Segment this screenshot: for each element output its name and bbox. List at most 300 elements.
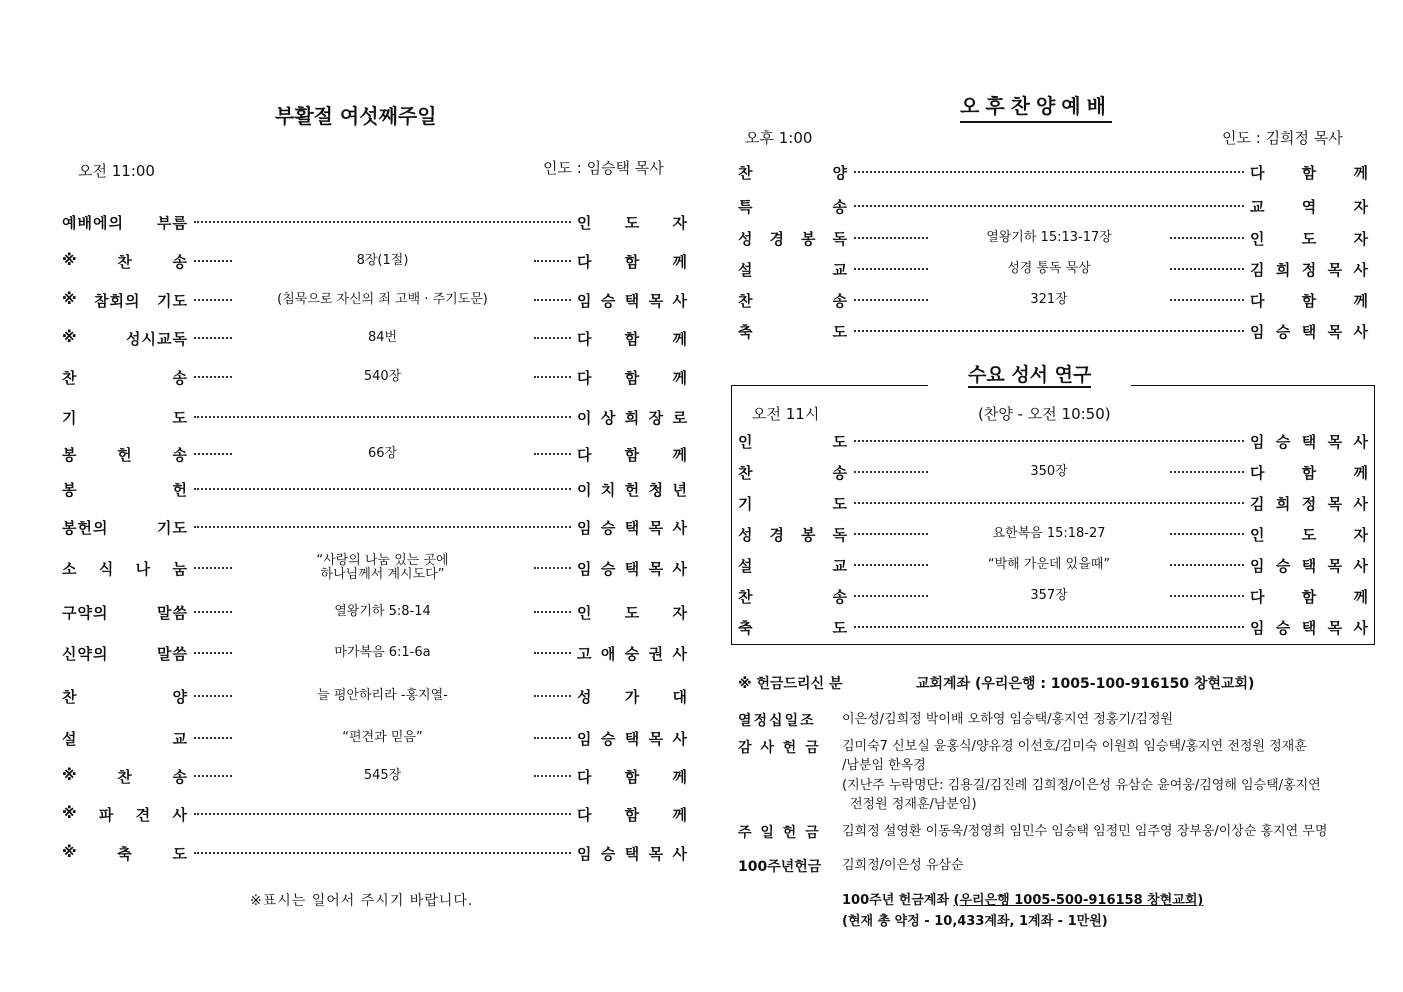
centennial-account-prefix: 100주년 헌금계좌 — [842, 893, 950, 908]
order-label — [738, 259, 848, 280]
label-char: 사 — [672, 518, 687, 537]
label-char: 목 — [1327, 618, 1343, 637]
dot-leader — [194, 416, 571, 418]
label-part: 다 — [1250, 291, 1265, 310]
order-leader — [577, 444, 687, 465]
label-part: 께 — [1353, 587, 1368, 606]
order-label — [738, 462, 848, 483]
label-part: 찬 — [117, 252, 133, 271]
label-part: 다 — [577, 368, 592, 387]
label-char: 임 — [577, 518, 592, 537]
order-detail: 540장 — [363, 369, 402, 384]
label-char: 택 — [624, 291, 640, 310]
label-part: 찬 — [62, 687, 78, 706]
label-part: 도 — [1301, 229, 1317, 248]
thanks-missed-names: (지난주 누락명단: 김용길/김진례 김희정/이은성 유삼순 윤여웅/김영해 임승택/홍지연 — [842, 778, 1321, 793]
label-part: 헌 — [172, 480, 188, 499]
label-part: 대 — [672, 687, 687, 706]
order-row — [62, 761, 687, 791]
order-leader — [1250, 493, 1368, 514]
order-leader — [1250, 617, 1368, 638]
label-part: 송 — [172, 368, 188, 387]
label-part: 축 — [117, 844, 133, 863]
morning-service-time: 오전 11:00 — [78, 162, 155, 180]
label-part: 자 — [672, 603, 687, 622]
label-char: 택 — [1301, 322, 1317, 341]
label-part: 께 — [672, 329, 687, 348]
centennial-total: (현재 총 약정 - 10,433계좌, 1계좌 - 1만원) — [842, 914, 1108, 929]
label-char: 사 — [1353, 494, 1368, 513]
order-label — [738, 290, 848, 311]
label-char: 승 — [600, 559, 616, 578]
label-char: 목 — [648, 518, 664, 537]
dot-leader — [534, 695, 572, 697]
dot-leader — [534, 567, 572, 569]
label-part: 소 — [62, 559, 78, 578]
order-label — [738, 431, 848, 452]
order-label — [62, 517, 188, 538]
dot-leader — [854, 471, 928, 473]
label-part: 송 — [172, 252, 188, 271]
dot-leader — [194, 221, 571, 223]
order-label — [62, 766, 188, 787]
order-detail: 요한복음 15:18-27 — [992, 526, 1106, 541]
order-row — [738, 550, 1368, 580]
label-part: 께 — [1353, 291, 1368, 310]
afternoon-service-title: 오후찬양예배 — [960, 90, 1112, 123]
order-leader — [577, 766, 687, 787]
morning-service-title: 부활절 여섯째주일 — [275, 104, 437, 128]
order-detail: 321장 — [1030, 292, 1068, 307]
label-part: 예배에의 — [62, 213, 124, 232]
label-part: 도 — [832, 322, 848, 341]
label-part: 축 — [738, 322, 754, 341]
label-part: 설 — [738, 260, 754, 279]
label-part: 인 — [1250, 229, 1265, 248]
label-part: 헌 — [117, 445, 133, 464]
thanks-label: 감 사 헌 금 — [738, 740, 821, 756]
label-part: 자 — [1353, 525, 1368, 544]
order-label — [738, 555, 848, 576]
dot-leader — [854, 205, 1244, 207]
dot-leader — [194, 567, 232, 569]
order-row — [738, 223, 1368, 253]
order-row — [62, 512, 687, 542]
sunday-offering-label: 주 일 헌 금 — [738, 825, 821, 841]
order-detail: (침묵으로 자신의 죄 고백 · 주기도문) — [277, 292, 488, 307]
order-leader — [1250, 321, 1368, 342]
order-leader — [577, 686, 687, 707]
label-char: 사 — [1353, 322, 1368, 341]
label-part: 도 — [832, 432, 848, 451]
order-label — [62, 728, 188, 749]
label-part: 축 — [738, 618, 754, 637]
order-detail: “박해 가운데 있을때” — [987, 557, 1111, 572]
dot-leader — [534, 260, 572, 262]
label-char: 목 — [1327, 432, 1343, 451]
label-part: 양 — [832, 163, 848, 182]
thanks-missed-names-2: 전정원 정재훈/남분임) — [850, 797, 977, 812]
label-part: 특 — [738, 197, 754, 216]
label-part: 도 — [1301, 525, 1317, 544]
label-part: 께 — [672, 805, 687, 824]
tithe-names: 이은성/김희정 박이배 오하영 임승택/홍지연 정홍기/김정원 — [842, 712, 1174, 727]
label-part: 송 — [172, 767, 188, 786]
dot-leader — [534, 611, 572, 613]
dot-leader — [854, 440, 1244, 442]
label-part: 함 — [624, 329, 640, 348]
dot-leader — [854, 330, 1244, 332]
label-part: 께 — [672, 368, 687, 387]
label-char: 로 — [672, 408, 687, 427]
label-part: 다 — [577, 445, 592, 464]
label-char: 사 — [672, 729, 687, 748]
order-label — [62, 328, 188, 349]
order-leader — [577, 728, 687, 749]
order-row — [738, 581, 1368, 611]
order-label — [738, 617, 848, 638]
label-part: 봉 — [801, 525, 817, 544]
dot-leader — [194, 852, 571, 854]
label-part: 도 — [624, 603, 640, 622]
dot-leader — [194, 737, 232, 739]
order-leader — [577, 290, 687, 311]
label-part: 참회의 — [94, 291, 141, 310]
label-part: 찬 — [738, 291, 754, 310]
order-leader — [577, 328, 687, 349]
label-char: 승 — [600, 844, 616, 863]
dot-leader — [194, 337, 232, 339]
label-char: 임 — [577, 844, 592, 863]
thanks-names-2: /남분임 한옥경 — [842, 758, 926, 773]
label-char: 사 — [1353, 556, 1368, 575]
offering-header: ※ 헌금드리신 분 — [738, 676, 843, 692]
label-part: 교 — [1250, 197, 1265, 216]
label-char: 목 — [648, 729, 664, 748]
order-detail: 66장 — [367, 446, 398, 461]
label-part: 찬 — [738, 587, 754, 606]
label-char: 임 — [1250, 432, 1265, 451]
label-char: 애 — [600, 644, 616, 663]
label-char: 청 — [648, 480, 664, 499]
centennial-account: (우리은행 1005-500-916158 창현교회) — [953, 893, 1204, 908]
label-part: 기도 — [157, 291, 188, 310]
order-label — [738, 228, 848, 249]
standing-footnote: ※표시는 일어서 주시기 바랍니다. — [250, 893, 474, 909]
order-leader — [1250, 462, 1368, 483]
label-part: 나 — [135, 559, 152, 578]
label-part: 성 — [738, 525, 754, 544]
label-char: 임 — [1250, 618, 1265, 637]
label-part: 성 — [738, 229, 754, 248]
label-char: 숭 — [624, 644, 640, 663]
order-row — [738, 157, 1368, 187]
label-part: 부름 — [157, 213, 188, 232]
label-part: 께 — [672, 252, 687, 271]
label-part: 봉 — [801, 229, 817, 248]
label-part: 께 — [1353, 463, 1368, 482]
order-label — [62, 479, 188, 500]
label-part: 께 — [1353, 163, 1368, 182]
label-char: 희 — [1275, 260, 1291, 279]
label-part: 봉 — [62, 480, 78, 499]
order-row — [62, 799, 687, 829]
wednesday-study-title — [928, 360, 1131, 387]
label-char: 목 — [648, 291, 664, 310]
sunday-offering-names: 김희정 설영환 이동욱/정영희 임민수 임승택 임정민 임주영 장부웅/이상순 홍지연 무명 — [842, 824, 1328, 839]
dot-leader — [854, 299, 928, 301]
label-char: 목 — [648, 844, 664, 863]
label-char: 이 — [577, 480, 592, 499]
label-char: 장 — [648, 408, 664, 427]
label-char: 임 — [1250, 556, 1265, 575]
tithe-label: 열정십일조 — [738, 713, 816, 729]
label-part: 도 — [172, 844, 188, 863]
order-leader — [577, 843, 687, 864]
order-row — [62, 474, 687, 504]
order-detail: 열왕기하 5:8-14 — [334, 604, 431, 619]
label-part: 교 — [832, 260, 848, 279]
label-part: 봉헌의 — [62, 518, 109, 537]
label-part: 설 — [62, 729, 78, 748]
dot-leader — [534, 453, 572, 455]
label-part: 도 — [172, 408, 188, 427]
label-part: 함 — [624, 252, 640, 271]
afternoon-service-time: 오후 1:00 — [745, 129, 813, 147]
label-char: 목 — [1327, 494, 1343, 513]
label-part: 함 — [1301, 587, 1317, 606]
dot-leader — [534, 299, 572, 301]
order-label — [62, 212, 188, 233]
label-part: 성 — [577, 687, 592, 706]
order-detail: 열왕기하 15:13-17장 — [986, 230, 1112, 245]
label-part: 견 — [135, 805, 152, 824]
label-char: 승 — [600, 291, 616, 310]
label-char: 목 — [1327, 322, 1343, 341]
label-part: 기도 — [157, 518, 188, 537]
label-part: 식 — [98, 559, 115, 578]
order-detail: “편견과 믿음” — [342, 730, 423, 745]
order-label — [62, 558, 188, 579]
label-part: 함 — [1301, 291, 1317, 310]
order-row — [738, 488, 1368, 518]
label-char: 사 — [672, 844, 687, 863]
label-part: 송 — [832, 291, 848, 310]
order-detail: 늘 평안하리라 -홍지열- — [317, 688, 448, 703]
label-part: 찬 — [62, 368, 78, 387]
order-label — [738, 586, 848, 607]
order-detail: 357장 — [1030, 588, 1068, 603]
dot-leader — [1170, 533, 1244, 535]
label-part: 함 — [1301, 163, 1317, 182]
dot-leader — [534, 652, 572, 654]
dot-leader — [854, 533, 928, 535]
wednesday-study-title-text: 수요 성서 연구 — [968, 364, 1092, 386]
dot-leader — [854, 564, 928, 566]
label-part: ※ — [62, 289, 78, 308]
label-part: 송 — [172, 445, 188, 464]
dot-leader — [1170, 564, 1244, 566]
order-leader — [1250, 196, 1368, 217]
label-char: 사 — [1353, 432, 1368, 451]
dot-leader — [194, 775, 232, 777]
dot-leader — [194, 488, 571, 490]
label-char: 사 — [672, 644, 687, 663]
label-part: 인 — [738, 432, 754, 451]
label-part: 신약의 — [62, 644, 109, 663]
morning-service-leader: 인도 : 임승택 목사 — [543, 159, 664, 177]
label-char: 택 — [624, 844, 640, 863]
order-leader — [1250, 524, 1368, 545]
order-detail: 8장(1절) — [356, 253, 409, 268]
label-part: ※ — [62, 250, 78, 269]
order-row — [62, 838, 687, 868]
order-leader — [1250, 290, 1368, 311]
order-row — [62, 323, 687, 353]
label-part: 다 — [577, 767, 592, 786]
dot-leader — [1170, 237, 1244, 239]
dot-leader — [854, 171, 1244, 173]
dot-leader — [194, 376, 232, 378]
order-row — [738, 426, 1368, 456]
label-part: 봉 — [62, 445, 78, 464]
label-char: 목 — [648, 559, 664, 578]
order-leader — [577, 407, 687, 428]
dot-leader — [194, 695, 232, 697]
label-part: 사 — [172, 805, 188, 824]
label-char: 상 — [600, 408, 616, 427]
order-label — [738, 493, 848, 514]
order-label — [62, 444, 188, 465]
order-detail: 성경 통독 묵상 — [1007, 261, 1091, 276]
order-row — [62, 402, 687, 432]
centennial-label: 100주년헌금 — [738, 859, 822, 875]
label-char: 사 — [672, 559, 687, 578]
label-part: 다 — [1250, 587, 1265, 606]
order-leader — [1250, 555, 1368, 576]
label-part: 송 — [832, 463, 848, 482]
order-row — [62, 723, 687, 753]
dot-leader — [194, 260, 232, 262]
label-part: 독 — [832, 525, 848, 544]
label-part: 함 — [624, 767, 640, 786]
label-part: 눔 — [172, 559, 188, 578]
label-part: ※ — [62, 327, 78, 346]
order-row — [62, 207, 687, 237]
label-part: 찬 — [738, 163, 754, 182]
label-char: 사 — [1353, 618, 1368, 637]
dot-leader — [194, 299, 232, 301]
label-char: 승 — [600, 518, 616, 537]
label-part: 함 — [624, 368, 640, 387]
label-part: 가 — [624, 687, 640, 706]
label-part: 말씀 — [157, 603, 188, 622]
dot-leader — [194, 652, 232, 654]
order-label — [62, 843, 188, 864]
dot-leader — [194, 611, 232, 613]
label-char: 목 — [1327, 260, 1343, 279]
dot-leader — [854, 595, 928, 597]
label-char: 고 — [577, 644, 592, 663]
order-row — [62, 681, 687, 711]
order-row — [738, 191, 1368, 221]
label-part: 자 — [1353, 197, 1368, 216]
dot-leader — [534, 775, 572, 777]
order-row — [738, 612, 1368, 642]
order-leader — [577, 212, 687, 233]
dot-leader — [194, 813, 571, 815]
church-account: 교회계좌 (우리은행 : 1005-100-916150 창현교회) — [916, 676, 1255, 692]
label-part: 경 — [769, 229, 785, 248]
dot-leader — [1170, 595, 1244, 597]
wednesday-praise-time: (찬양 - 오전 10:50) — [978, 405, 1111, 423]
order-label — [738, 524, 848, 545]
order-row — [62, 553, 687, 583]
label-part: ※ — [62, 765, 78, 784]
dot-leader — [854, 626, 1244, 628]
order-row — [62, 246, 687, 276]
order-leader — [577, 251, 687, 272]
label-part: 다 — [1250, 163, 1265, 182]
order-row — [738, 519, 1368, 549]
label-char: 권 — [648, 644, 664, 663]
afternoon-service-leader: 인도 : 김희정 목사 — [1222, 129, 1343, 147]
centennial-names: 김희정/이은성 유삼순 — [842, 858, 964, 873]
order-detail: “사랑의 나눔 있는 곳에 하나님께서 계시도다” — [316, 553, 449, 582]
label-char: 임 — [577, 729, 592, 748]
thanks-names: 김미숙7 신보실 윤홍식/양유경 이선호/김미숙 이원희 임승택/홍지연 전정원 정재훈 — [842, 739, 1307, 754]
order-row — [62, 638, 687, 668]
label-part: 께 — [672, 767, 687, 786]
order-row — [62, 439, 687, 469]
label-char: 치 — [600, 480, 616, 499]
label-part: 자 — [672, 213, 687, 232]
order-leader — [1250, 228, 1368, 249]
label-part: 함 — [624, 805, 640, 824]
dot-leader — [854, 237, 928, 239]
label-part: 기 — [738, 494, 754, 513]
order-detail: 350장 — [1030, 464, 1068, 479]
label-part: 께 — [672, 445, 687, 464]
order-detail: 84번 — [367, 330, 398, 345]
order-leader — [577, 558, 687, 579]
order-leader — [1250, 259, 1368, 280]
label-part: 함 — [1301, 463, 1317, 482]
label-part: 도 — [832, 618, 848, 637]
order-row — [738, 285, 1368, 315]
order-leader — [577, 367, 687, 388]
label-char: 김 — [1250, 494, 1265, 513]
label-part: 함 — [624, 445, 640, 464]
dot-leader — [854, 502, 1244, 504]
order-leader — [1250, 431, 1368, 452]
label-part: 독 — [832, 229, 848, 248]
label-part: 기 — [62, 408, 78, 427]
label-part: 다 — [577, 805, 592, 824]
label-part: 다 — [577, 329, 592, 348]
label-char: 택 — [1301, 618, 1317, 637]
label-char: 택 — [1301, 556, 1317, 575]
order-label — [62, 602, 188, 623]
order-leader — [1250, 586, 1368, 607]
label-part: 역 — [1301, 197, 1317, 216]
order-row — [738, 316, 1368, 346]
order-row — [62, 362, 687, 392]
dot-leader — [854, 268, 928, 270]
label-char: 헌 — [624, 480, 640, 499]
order-label — [62, 367, 188, 388]
label-part: ※ — [62, 842, 78, 861]
